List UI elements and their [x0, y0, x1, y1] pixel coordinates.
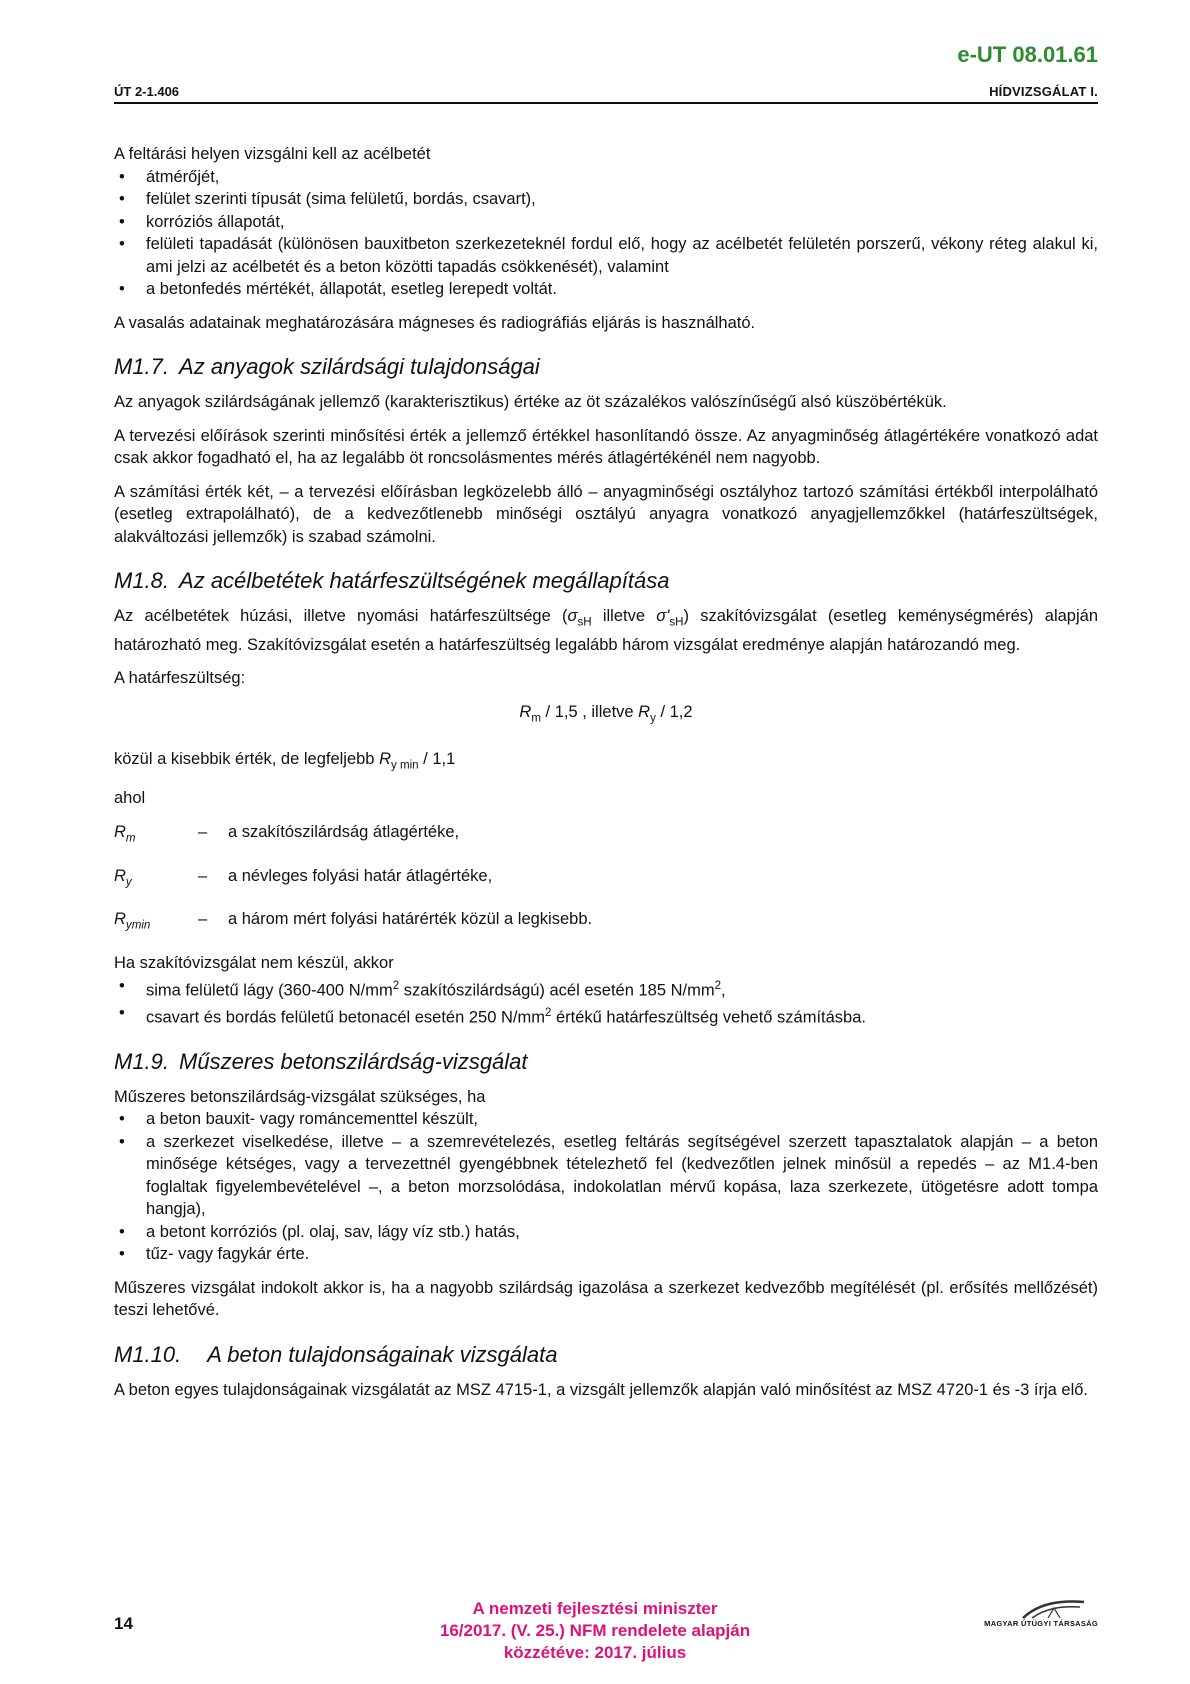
symbol: R	[114, 822, 126, 841]
text-run: ) szakítóvizsgálat (esetleg keménységmérés) alapján határozható meg. Szakítóvizsgálat esetén a határfeszültség legalább három vizsgálat eredménye alapján határozandó meg.	[114, 607, 1098, 654]
definition-text: a három mért folyási határérték közül a legkisebb.	[228, 910, 593, 929]
header-divider	[114, 102, 1098, 104]
formula-symbol: R	[519, 702, 532, 721]
definition-row	[114, 821, 1098, 850]
document-code: e-UT 08.01.61	[957, 42, 1098, 67]
superscript: 2	[544, 1006, 552, 1019]
list-item: • a beton bauxit- vagy románcementtel készült,	[146, 1108, 1098, 1131]
subscript: sH	[577, 616, 592, 629]
text-run: közül a kisebbik érték, de legfeljebb	[114, 749, 380, 768]
subscript: ymin	[125, 919, 151, 932]
definition-symbol	[114, 821, 198, 850]
list-item: • a betonfedés mértékét, állapotát, esetleg lerepedt voltát.	[146, 278, 1098, 301]
definition-list	[114, 821, 1098, 937]
text-run: értékű határfeszültség vehető számításba.	[551, 1008, 866, 1027]
page-content	[114, 143, 1098, 1412]
text-run: / 1,1	[418, 749, 456, 768]
publisher-logo	[938, 1598, 1098, 1628]
paragraph: A határfeszültség:	[114, 669, 246, 688]
paragraph: A számítási érték két, – a tervezési előírásban legközelebb álló – anyagminőségi osztályhoz tartozó számítási értékből interpolálható (esetleg extrapolálható), de a kedvezőtlenebb minőségi osztályú anyagra vonatkozó anyagjellemzőkkel (határfeszültségek, alakváltozási jellemzők) is szabad számolni.	[114, 482, 1098, 546]
footer-publication-note	[380, 1598, 810, 1664]
list-item: • a betont korróziós (pl. olaj, sav, lágy víz stb.) hatás,	[146, 1221, 1098, 1244]
text-run: ,	[721, 981, 726, 1000]
list-item: • a szerkezet viselkedése, illetve – a szemrevételezés, esetleg feltárás segítségével szerzett tapasztalatok alapján – a beton minősége kétséges, vagy a tervezettnél gyengébbnek tételezhető fel (kedvezőtlen jelnek minősül a repedés – az M1.4-ben foglaltak figyelembevételével –, a beton morzsolódása, indokolatlan mérvű kopása, laza szerkezete, ütögetésre adott tompa hangja),	[146, 1131, 1098, 1221]
formula-symbol: R	[379, 749, 391, 768]
paragraph: Műszeres betonszilárdság-vizsgálat szükséges, ha	[114, 1087, 486, 1106]
definition-row	[114, 865, 1098, 894]
section-title: Műszeres betonszilárdság-vizsgálat	[179, 1048, 528, 1074]
formula	[114, 701, 1098, 730]
text-run: Az acélbetétek húzási, illetve nyomási határfeszültsége (	[114, 607, 568, 625]
section-heading-m1-8	[114, 568, 1098, 594]
subscript: y min	[391, 758, 419, 771]
intro-lead: A feltárási helyen vizsgálni kell az acélbetét	[114, 145, 431, 163]
subscript: y	[125, 875, 132, 888]
subscript: m	[531, 712, 541, 725]
paragraph: Ha szakítóvizsgálat nem készül, akkor	[114, 954, 394, 973]
dash: –	[198, 822, 208, 841]
dash: –	[198, 910, 208, 929]
page-number: 14	[114, 1614, 133, 1633]
list-item: • felület szerinti típusát (sima felületű, bordás, csavart),	[146, 188, 1098, 211]
section-title: Az anyagok szilárdsági tulajdonságai	[179, 354, 540, 379]
section-number: M1.8.	[114, 568, 170, 593]
ahol-label: ahol	[114, 789, 146, 808]
definition-text: a névleges folyási határ átlagértéke,	[228, 866, 493, 885]
dash: –	[198, 866, 208, 885]
paragraph: A beton egyes tulajdonságainak vizsgálatát az MSZ 4715-1, a vizsgált jellemzők alapján való minősítést az MSZ 4720-1 és -3 írja elő.	[114, 1380, 1089, 1399]
formula-text: / 1,2	[655, 702, 693, 721]
bullet-list	[114, 975, 1098, 1029]
definition-symbol	[114, 908, 198, 937]
paragraph: A tervezési előírások szerinti minősítési érték a jellemző értékkel hasonlítandó össze. Az anyagminőség átlagértékére vonatkozó adat csak akkor fogadható el, ha az legalább öt roncsolásmentes mérés átlagértékénél nem nagyobb.	[114, 426, 1098, 467]
text-run: szakítószilárdságú) acél esetén 185 N/mm	[399, 981, 715, 1000]
section-title: Az acélbetétek határfeszültségének megállapítása	[179, 568, 670, 593]
text-run: illetve	[591, 607, 657, 625]
formula-symbol: R	[638, 702, 651, 721]
logo-caption: MAGYAR ÚTÜGYI TÁRSASÁG	[984, 1619, 1098, 1628]
intro-bullet-list	[114, 166, 1098, 301]
list-item: • tűz- vagy fagykár érte.	[146, 1243, 1098, 1266]
list-item: • átmérőjét,	[146, 166, 1098, 189]
footer-line: A nemzeti fejlesztési miniszter	[472, 1599, 718, 1618]
section-title: A beton tulajdonságainak vizsgálata	[207, 1341, 558, 1367]
definition-text: a szakítószilárdság átlagértéke,	[228, 822, 460, 841]
section-number: M1.9.	[114, 1048, 170, 1074]
list-item: • korróziós állapotát,	[146, 211, 1098, 234]
sigma-prime-symbol: σ'	[656, 607, 670, 625]
footer-line: közzétéve: 2017. július	[503, 1643, 687, 1662]
paragraph	[114, 748, 1098, 777]
superscript: 2	[392, 979, 400, 992]
subscript: sH	[669, 616, 684, 629]
list-item	[146, 975, 1098, 1002]
symbol: R	[114, 866, 126, 885]
section-number: M1.7.	[114, 354, 170, 379]
formula-text: / 1,5 , illetve	[540, 702, 639, 721]
superscript: 2	[714, 979, 722, 992]
subscript: y	[650, 712, 656, 725]
bullet-list	[114, 1108, 1098, 1266]
paragraph: Az anyagok szilárdságának jellemző (karakterisztikus) értéke az öt százalékos valószínűségű alsó küszöbértékük.	[114, 393, 947, 411]
text-run: csavart és bordás felületű betonacél esetén 250 N/mm	[146, 1008, 545, 1027]
section-heading-m1-9	[114, 1049, 1098, 1075]
list-item: • felületi tapadását (különösen bauxitbeton szerkezeteknél fordul elő, hogy az acélbetét felületén porszerű, vékony réteg alakul ki, ami jelzi az acélbetét és a beton közötti tapadás csökkenését), valamint	[146, 233, 1098, 278]
paragraph: Műszeres vizsgálat indokolt akkor is, ha a nagyobb szilárdság igazolása a szerkezet kedvezőbb megítélését (pl. erősítés mellőzését) teszi lehetővé.	[114, 1278, 1098, 1320]
footer-line: 16/2017. (V. 25.) NFM rendelete alapján	[439, 1621, 751, 1640]
paragraph	[114, 605, 1098, 656]
header-standard-number: ÚT 2-1.406	[114, 84, 180, 99]
intro-closing-paragraph: A vasalás adatainak meghatározására mágneses és radiográfiás eljárás is használható.	[114, 313, 756, 332]
definition-symbol	[114, 865, 198, 894]
list-item	[146, 1002, 1098, 1029]
section-heading-m1-10	[114, 1342, 1098, 1368]
section-number: M1.10.	[114, 1341, 182, 1367]
definition-row	[114, 908, 1098, 937]
header-section-title: HÍDVIZSGÁLAT I.	[989, 84, 1098, 99]
subscript: m	[125, 832, 136, 845]
symbol: R	[114, 910, 126, 929]
road-society-logo-icon	[1018, 1598, 1088, 1620]
text-run: sima felületű lágy (360-400 N/mm	[146, 981, 393, 1000]
sigma-symbol: σ	[567, 607, 578, 625]
section-heading-m1-7	[114, 354, 1098, 380]
